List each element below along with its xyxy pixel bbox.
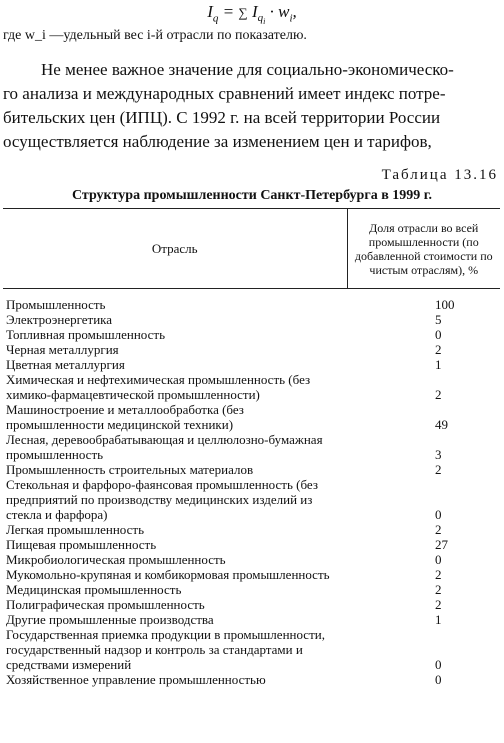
table-row xyxy=(3,312,500,327)
table-row xyxy=(3,357,500,372)
industry-share-value: 1 xyxy=(435,612,442,627)
industry-share-value: 2 xyxy=(435,582,442,597)
table-title: Структура промышленности Санкт-Петербурга в 1999 г. xyxy=(71,188,433,203)
industry-share-value: 2 xyxy=(435,342,442,357)
industry-share-value: 0 xyxy=(435,327,442,342)
paragraph-line: бительских цен (ИПЦ). С 1992 г. на всей территории России xyxy=(3,108,441,127)
formula-rhs: $I_{q_i} \cdot w_i$, xyxy=(247,2,297,27)
industry-share-value: 0 xyxy=(435,657,442,672)
table-row xyxy=(3,289,500,313)
table-header-row xyxy=(3,209,500,289)
table-row xyxy=(3,462,500,477)
body-paragraph xyxy=(3,58,499,154)
table-number: Таблица 13.16 xyxy=(381,167,498,183)
formula-lhs: $I_q$ = xyxy=(207,2,239,25)
column-header-share: Доля отрасли во всей промышленности (по добавленной стоимости по чистым отраслям), % xyxy=(347,209,500,289)
industry-share-value: 5 xyxy=(435,312,442,327)
paragraph-line: го анализа и международных сравнений имеет индекс потре- xyxy=(3,84,446,103)
paragraph-line: Не менее важное значение для социально-экономическо- xyxy=(41,60,454,79)
industry-name: Лесная, деревообрабатывающая и целлюлозно-бумажная промышленность xyxy=(6,432,323,462)
industry-name: Хозяйственное управление промышленностью xyxy=(6,672,266,687)
industry-share-value: 3 xyxy=(435,447,442,462)
formula xyxy=(0,2,504,27)
table-row xyxy=(3,567,500,582)
industry-share-value: 2 xyxy=(435,597,442,612)
industry-share-value: 2 xyxy=(435,462,442,477)
formula-explanation: где w_i —удельный вес i-й отрасли по показателю. xyxy=(3,28,307,43)
table-row xyxy=(3,402,500,432)
table-row xyxy=(3,342,500,357)
table-row xyxy=(3,672,500,687)
industry-share-value: 1 xyxy=(435,357,442,372)
industry-share-value: 2 xyxy=(435,387,442,402)
industry-name: Цветная металлургия xyxy=(6,357,125,372)
industry-name: Пищевая промышленность xyxy=(6,537,157,552)
table-row xyxy=(3,327,500,342)
industry-structure-table xyxy=(3,208,500,687)
table-row xyxy=(3,597,500,612)
industry-share-value: 49 xyxy=(435,417,448,432)
paragraph-line: осуществляется наблюдение за изменением цен и тарифов, xyxy=(3,132,432,151)
industry-name: Промышленность строительных материалов xyxy=(6,462,254,477)
table-row xyxy=(3,582,500,597)
industry-share-value: 2 xyxy=(435,567,442,582)
industry-share-value: 27 xyxy=(435,537,448,552)
sum-icon: ∑ xyxy=(238,5,248,20)
table-row xyxy=(3,432,500,462)
industry-name: Полиграфическая промышленность xyxy=(6,597,205,612)
table-body xyxy=(3,289,500,688)
industry-name: Стекольная и фарфоро-фаянсовая промышленность (без предприятий по производству медицинских изделий из стекла и фарфора) xyxy=(6,477,318,522)
industry-share-value: 2 xyxy=(435,522,442,537)
industry-name: Промышленность xyxy=(6,297,106,312)
industry-name: Микробиологическая промышленность xyxy=(6,552,226,567)
table-row xyxy=(3,537,500,552)
table-row xyxy=(3,627,500,672)
industry-name: Другие промышленные производства xyxy=(6,612,214,627)
table-row xyxy=(3,477,500,522)
column-header-industry: Отрасль xyxy=(3,209,347,289)
table-row xyxy=(3,612,500,627)
industry-name: Химическая и нефтехимическая промышленность (без химико-фармацевтической промышленности) xyxy=(6,372,311,402)
industry-name: Черная металлургия xyxy=(6,342,119,357)
industry-name: Машиностроение и металлообработка (без промышленности медицинской техники) xyxy=(6,402,244,432)
table-row xyxy=(3,522,500,537)
industry-name: Государственная приемка продукции в промышленности, государственный надзор и контроль за стандартами и средствами измерений xyxy=(6,627,325,672)
industry-name: Мукомольно-крупяная и комбикормовая промышленность xyxy=(6,567,330,582)
industry-share-value: 0 xyxy=(435,552,442,567)
industry-name: Легкая промышленность xyxy=(6,522,145,537)
industry-name: Медицинская промышленность xyxy=(6,582,182,597)
industry-share-value: 0 xyxy=(435,507,442,522)
table-row xyxy=(3,372,500,402)
industry-name: Электроэнергетика xyxy=(6,312,113,327)
industry-name: Топливная промышленность xyxy=(6,327,166,342)
table-row xyxy=(3,552,500,567)
industry-share-value: 100 xyxy=(435,297,455,312)
industry-share-value: 0 xyxy=(435,672,442,687)
